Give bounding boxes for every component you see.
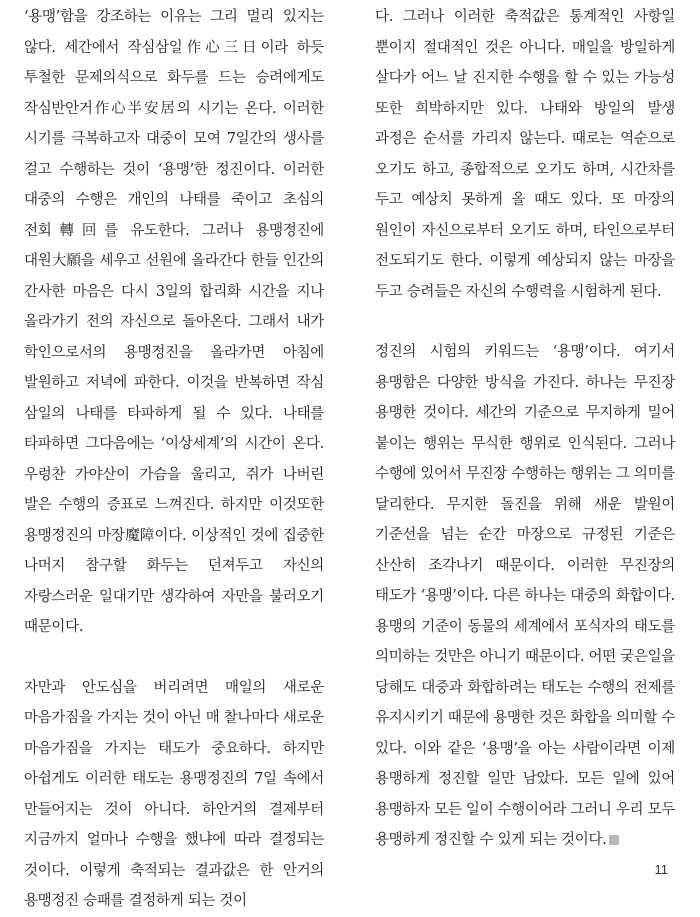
end-mark-icon [609,835,619,845]
paragraph: ‘용맹’함을 강조하는 이유는 그리 멀리 있지는 않다. 세간에서 작심삼일作心三日이라 하듯 투철한 문제의식으로 화두를 드는 승려에게도 작심반안거作心半安居의 시기는 온다. 이러한 시기를 극복하고자 대중이 모여 7일간의 생사를 걸고 수행하는 것이 ‘용맹’한 정진이다. 이러한 대중의 수행은 개인의 나태를 죽이고 초심의 전회轉回를 유도한다. 그러나 용맹정진에 대원大願을 세우고 선원에 올라간다 한들 인간의 간사한 마음은 다시 3일의 합리화 시간을 지나 올라가기 전의 자신으로 돌아온다. 그래서 내가 학인으로서의 용맹정진을 올라가면 아침에 발원하고 저녁에 파한다. 이것을 반복하면 작심 삼일의 나태를 타파하게 될 수 있다. 나태를 타파하면 그다음에는 ‘이상세계’의 시간이 온다. 우렁찬 가야산이 가슴을 울리고, 쥐가 나버린 발은 수행의 증표로 느껴진다. 하지만 이것또한 용맹정진의 마장魔障이다. 이상적인 것에 집중한 나머지 참구할 화두는 던져두고 자신의 자랑스러운 일대기만 생각하여 자만을 불러오기 때문이다. [24,9,324,635]
left-column [24,0,324,917]
paragraph-with-end-mark [375,337,675,856]
paragraph-text: 정진의 시험의 키워드는 ‘용맹’이다. 여기서 용맹함은 다양한 방식을 가진다. 하나는 무진장 용맹한 것이다. 세간의 기준으로 무지하게 밀어 붙이는 행위는 무식한 행위로 인식된다. 그러나 수행에 있어서 무진장 수행하는 행위는 그 의미를 달리한다. 무지한 돌진을 위해 새운 발원이 기준선을 넘는 순간 마장으로 규정된 기준은 산산히 조각나기 때문이다. 이러한 무진장의 태도가 ‘용맹’이다. 다른 하나는 대중의 화합이다. 용맹의 기준이 동물의 세계에서 포식자의 태도를 의미하는 것만은 아니기 때문이다. 어떤 궂은일을 당해도 대중과 화합하려는 태도는 수행의 전제를 유지시키기 때문에 용맹한 것은 화합을 의미할 수 있다. 이와 같은 ‘용맹’을 아는 사람이라면 이제 용맹하게 정진할 일만 남았다. 모든 일에 있어 용맹하자 모든 일이 수행이어라 그러니 우리 모두 용맹하게 정진할 수 있게 되는 것이다. [375,344,675,848]
right-column [375,0,675,856]
paragraph: 자만과 안도심을 버리려면 매일의 새로운 마음가짐을 가지는 것이 아닌 매 찰나마다 새로운 마음가짐을 가지는 태도가 중요하다. 하지만 아쉽게도 이러한 태도는 용맹정진의 7일 속에서 만들어지는 것이 아니다. 하안거의 결제부터 지금까지 얼마나 수행을 했냐에 따라 결정되는 것이다. 이렇게 축적되는 결과값은 한 안거의 용맹정진 승패를 결정하게 되는 것이 [24,679,324,909]
paragraph: 다. 그러나 이러한 축적값은 통계적인 사항일 뿐이지 절대적인 것은 아니다. 매일을 방일하게 살다가 어느 날 진지한 수행을 할 수 있는 가능성 또한 희박하지만 있다. 나태와 방일의 발생 과정은 순서를 가리지 않는다. 때로는 역순으로 오기도 하고, 종합적으로 오기도 하며, 시간차를 두고 예상치 못하게 올 때도 있다. 또 마장의 원인이 자신으로부터 오기도 하며, 타인으로부터 전도되기도 한다. 이렇게 예상되지 않는 마장을 두고 승려들은 자신의 수행력을 시험하게 된다. [375,9,675,300]
page-number: 11 [654,862,668,877]
